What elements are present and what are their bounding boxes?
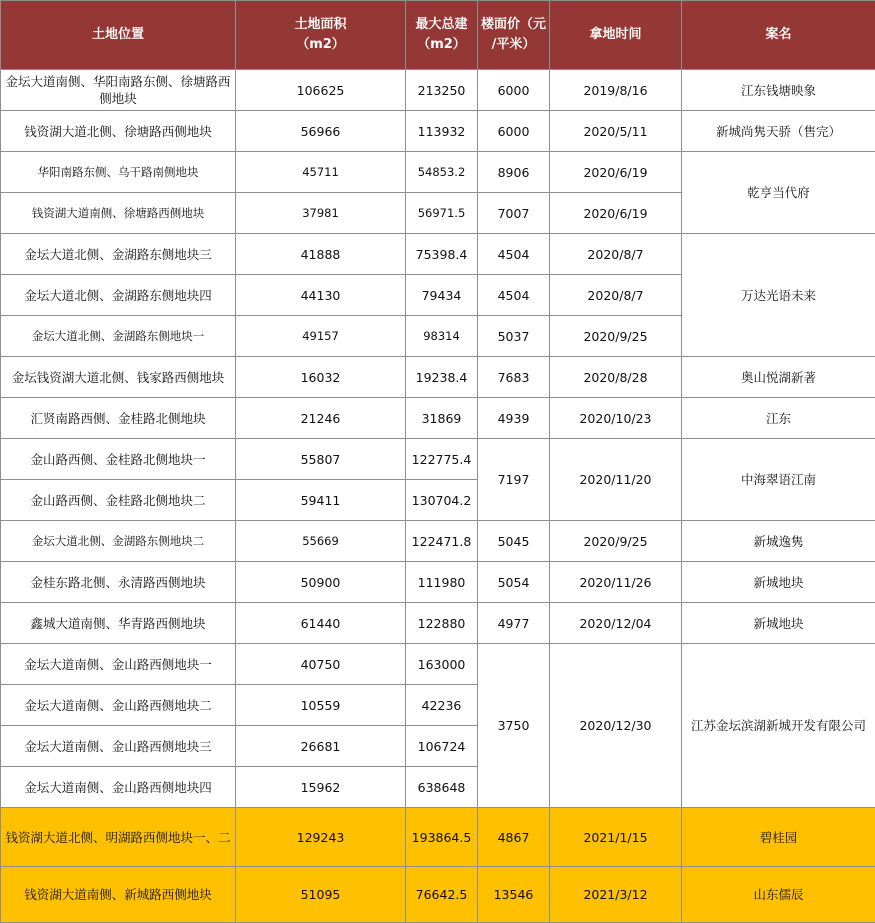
cell-area: 55669 [236,521,406,562]
cell-area: 40750 [236,644,406,685]
cell-gfa: 111980 [406,562,478,603]
cell-date: 2020/12/04 [550,603,682,644]
cell-date: 2021/1/15 [550,808,682,867]
cell-area: 61440 [236,603,406,644]
cell-date: 2021/3/12 [550,867,682,923]
header-area: 土地面积 （m2） [236,1,406,70]
table-row [1,562,875,603]
header-price: 楼面价（元 /平米） [478,1,550,70]
cell-date: 2020/6/19 [550,193,682,234]
cell-area: 37981 [236,193,406,234]
cell-date: 2020/12/30 [550,644,682,808]
cell-location: 金坛钱资湖大道北侧、钱家路西侧地块 [1,357,236,398]
cell-location: 金桂东路北侧、永清路西侧地块 [1,562,236,603]
cell-date: 2019/8/16 [550,70,682,111]
cell-area: 59411 [236,480,406,521]
table-row [1,521,875,562]
cell-project: 江苏金坛滨湖新城开发有限公司 [682,644,875,808]
cell-area: 41888 [236,234,406,275]
header-location: 土地位置 [1,1,236,70]
cell-gfa: 42236 [406,685,478,726]
cell-project: 乾亨当代府 [682,152,875,234]
cell-gfa: 79434 [406,275,478,316]
cell-location: 钱资湖大道南侧、新城路西侧地块 [1,867,236,923]
cell-gfa: 193864.5 [406,808,478,867]
cell-location: 华阳南路东侧、乌干路南侧地块 [1,152,236,193]
cell-location: 金坛大道南侧、金山路西侧地块二 [1,685,236,726]
cell-date: 2020/10/23 [550,398,682,439]
cell-gfa: 54853.2 [406,152,478,193]
table-row [1,111,875,152]
cell-area: 56966 [236,111,406,152]
cell-location: 金坛大道南侧、华阳南路东侧、徐塘路西侧地块 [1,70,236,111]
cell-date: 2020/9/25 [550,521,682,562]
cell-location: 金坛大道南侧、金山路西侧地块四 [1,767,236,808]
table-row [1,398,875,439]
header-project: 案名 [682,1,875,70]
cell-date: 2020/6/19 [550,152,682,193]
cell-price: 3750 [478,644,550,808]
cell-area: 129243 [236,808,406,867]
cell-price: 7683 [478,357,550,398]
cell-price: 4977 [478,603,550,644]
cell-date: 2020/8/28 [550,357,682,398]
cell-price: 7007 [478,193,550,234]
cell-price: 5054 [478,562,550,603]
cell-project: 新城地块 [682,562,875,603]
header-row [1,1,875,70]
cell-location: 鑫城大道南侧、华青路西侧地块 [1,603,236,644]
cell-price: 5045 [478,521,550,562]
cell-price: 6000 [478,111,550,152]
cell-area: 10559 [236,685,406,726]
cell-gfa: 130704.2 [406,480,478,521]
cell-date: 2020/11/26 [550,562,682,603]
cell-price: 13546 [478,867,550,923]
cell-project: 中海翠语江南 [682,439,875,521]
cell-gfa: 75398.4 [406,234,478,275]
cell-project: 万达光语未来 [682,234,875,357]
cell-project: 新城尚隽天骄（售完） [682,111,875,152]
table-row [1,152,875,193]
cell-date: 2020/9/25 [550,316,682,357]
cell-project: 新城逸隽 [682,521,875,562]
cell-area: 21246 [236,398,406,439]
cell-gfa: 19238.4 [406,357,478,398]
table-row [1,357,875,398]
cell-location: 金山路西侧、金桂路北侧地块二 [1,480,236,521]
cell-project: 新城地块 [682,603,875,644]
header-gfa: 最大总建 （m2） [406,1,478,70]
cell-price: 4867 [478,808,550,867]
cell-location: 金坛大道南侧、金山路西侧地块三 [1,726,236,767]
cell-location: 金山路西侧、金桂路北侧地块一 [1,439,236,480]
cell-price: 4504 [478,275,550,316]
cell-project: 江东钱塘映象 [682,70,875,111]
cell-location: 金坛大道南侧、金山路西侧地块一 [1,644,236,685]
cell-date: 2020/11/20 [550,439,682,521]
cell-project: 江东 [682,398,875,439]
cell-location: 钱资湖大道北侧、徐塘路西侧地块 [1,111,236,152]
cell-location: 汇贤南路西侧、金桂路北侧地块 [1,398,236,439]
cell-project: 碧桂园 [682,808,875,867]
cell-project: 奥山悦湖新著 [682,357,875,398]
table-row-highlighted [1,867,875,923]
cell-area: 49157 [236,316,406,357]
cell-area: 106625 [236,70,406,111]
cell-gfa: 113932 [406,111,478,152]
cell-date: 2020/5/11 [550,111,682,152]
cell-area: 16032 [236,357,406,398]
table-row [1,439,875,480]
cell-price: 7197 [478,439,550,521]
table-row [1,70,875,111]
cell-location: 钱资湖大道南侧、徐塘路西侧地块 [1,193,236,234]
cell-price: 6000 [478,70,550,111]
cell-price: 4504 [478,234,550,275]
header-date: 拿地时间 [550,1,682,70]
table-row [1,644,875,685]
cell-area: 44130 [236,275,406,316]
cell-gfa: 638648 [406,767,478,808]
cell-date: 2020/8/7 [550,275,682,316]
cell-area: 45711 [236,152,406,193]
cell-gfa: 122471.8 [406,521,478,562]
cell-gfa: 122880 [406,603,478,644]
cell-area: 26681 [236,726,406,767]
cell-price: 4939 [478,398,550,439]
cell-price: 5037 [478,316,550,357]
cell-location: 金坛大道北侧、金湖路东侧地块四 [1,275,236,316]
table-row [1,603,875,644]
cell-gfa: 106724 [406,726,478,767]
cell-location: 金坛大道北侧、金湖路东侧地块一 [1,316,236,357]
cell-gfa: 163000 [406,644,478,685]
cell-gfa: 122775.4 [406,439,478,480]
cell-location: 金坛大道北侧、金湖路东侧地块二 [1,521,236,562]
cell-location: 金坛大道北侧、金湖路东侧地块三 [1,234,236,275]
cell-date: 2020/8/7 [550,234,682,275]
cell-gfa: 213250 [406,70,478,111]
table-row [1,234,875,275]
cell-area: 55807 [236,439,406,480]
cell-gfa: 31869 [406,398,478,439]
cell-area: 15962 [236,767,406,808]
cell-gfa: 76642.5 [406,867,478,923]
cell-project: 山东儒辰 [682,867,875,923]
cell-location: 钱资湖大道北侧、明湖路西侧地块一、二 [1,808,236,867]
cell-gfa: 56971.5 [406,193,478,234]
cell-area: 51095 [236,867,406,923]
cell-price: 8906 [478,152,550,193]
cell-area: 50900 [236,562,406,603]
cell-gfa: 98314 [406,316,478,357]
table-row-highlighted [1,808,875,867]
